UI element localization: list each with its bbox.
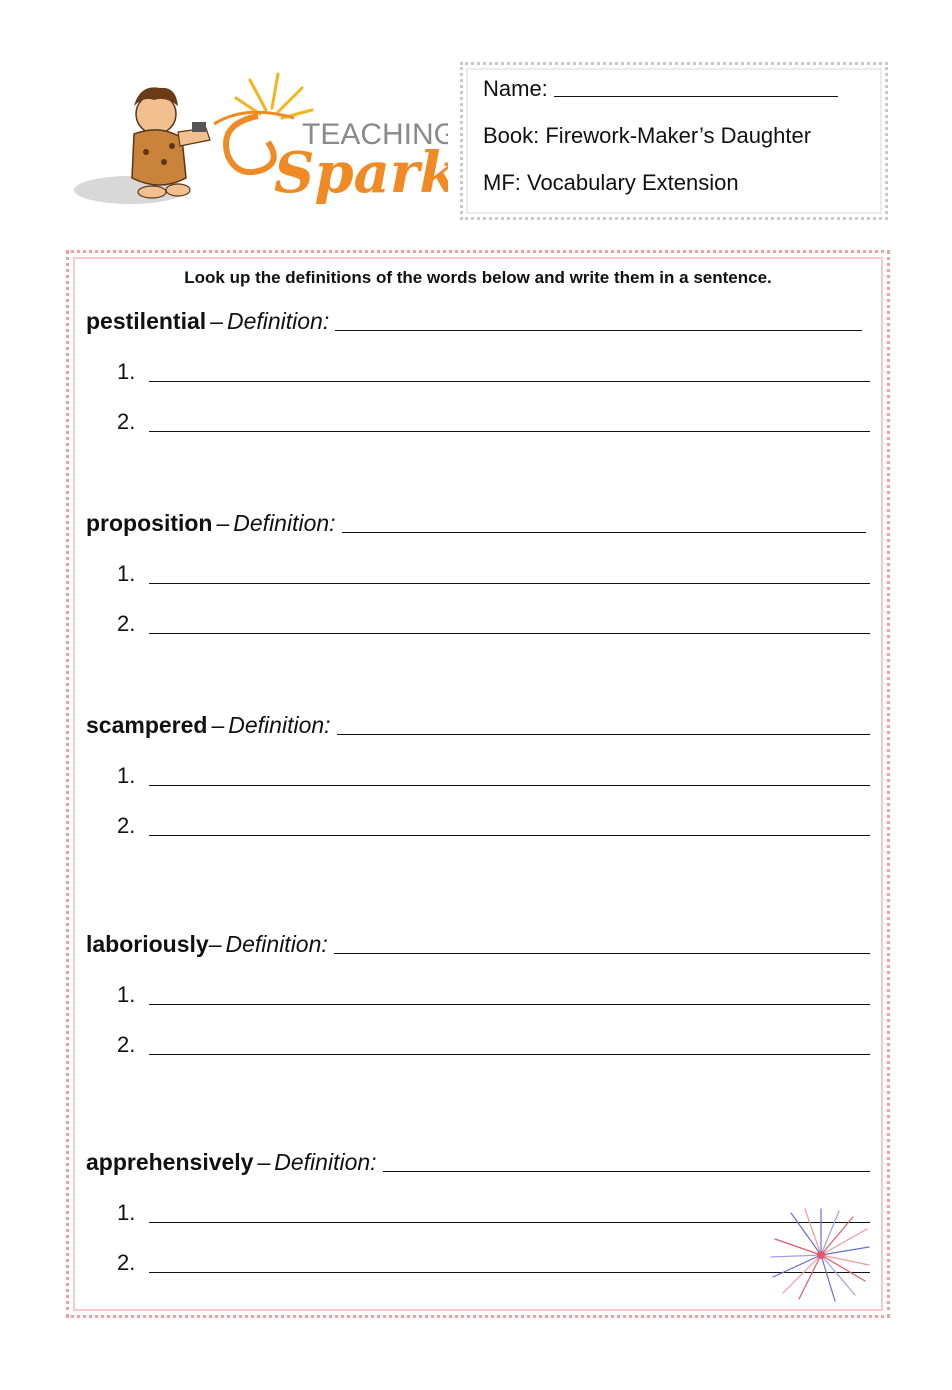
firework-icon (769, 1207, 873, 1303)
sentence-row (86, 1246, 870, 1276)
definition-blank[interactable] (334, 933, 870, 954)
definition-label: Definition: (228, 712, 331, 738)
definition-label: Definition: (233, 510, 336, 536)
word-definition-row (86, 305, 870, 335)
sentence-blank[interactable] (149, 563, 870, 584)
dash: – (210, 308, 223, 334)
definition-blank[interactable] (337, 714, 870, 735)
sentence-blank[interactable] (149, 1034, 870, 1055)
sentence-number: 2. (117, 1250, 136, 1275)
sentence-number: 2. (117, 409, 136, 434)
sentence-number: 1. (117, 359, 136, 384)
worksheet-box (66, 250, 890, 1318)
sentence-row (86, 355, 870, 385)
definition-blank[interactable] (383, 1151, 870, 1172)
mf-label: MF: Vocabulary Extension (483, 170, 739, 195)
sentence-blank[interactable] (149, 1252, 870, 1273)
vocab-word: proposition (86, 510, 213, 536)
sentence-number: 1. (117, 1200, 136, 1225)
sentence-number: 2. (117, 1032, 136, 1057)
word-block (86, 709, 870, 839)
dash: – (211, 712, 225, 738)
definition-blank[interactable] (342, 512, 866, 533)
sentence-number: 2. (117, 611, 136, 636)
definition-label: Definition: (226, 308, 330, 334)
sentence-row (86, 759, 870, 789)
sentence-row (86, 1028, 870, 1058)
sentence-blank[interactable] (149, 613, 870, 634)
logo-graphic (68, 66, 448, 216)
word-block (86, 928, 870, 1058)
name-blank[interactable] (554, 77, 838, 97)
vocab-word: scampered (86, 712, 208, 738)
vocab-word: pestilential (86, 308, 207, 334)
sentence-row (86, 978, 870, 1008)
sentence-number: 1. (117, 561, 136, 586)
sentence-number: 2. (117, 813, 136, 838)
dash: – (216, 510, 230, 536)
word-definition-row (86, 709, 870, 739)
sentence-row (86, 809, 870, 839)
definition-label: Definition: (225, 931, 328, 957)
sentence-number: 1. (117, 982, 136, 1007)
word-definition-row (86, 1146, 870, 1176)
student-info-box (460, 62, 888, 220)
mf-row (483, 171, 865, 218)
sentence-blank[interactable] (149, 765, 870, 786)
name-label: Name: (483, 76, 548, 101)
word-definition-row (86, 928, 870, 958)
dash: – (257, 1149, 271, 1175)
word-definition-row (86, 507, 870, 537)
word-block (86, 507, 870, 637)
vocab-word: laboriously (86, 931, 209, 957)
sentence-blank[interactable] (149, 1202, 870, 1223)
book-row (483, 124, 865, 171)
word-block (86, 1146, 870, 1276)
sentence-row (86, 1196, 870, 1226)
sentence-row (86, 607, 870, 637)
name-row (483, 77, 865, 124)
sentence-blank[interactable] (149, 411, 870, 432)
sentence-number: 1. (117, 763, 136, 788)
sentence-blank[interactable] (149, 984, 870, 1005)
teaching-sparks-logo (68, 66, 448, 216)
logo-line1: TEACHING (302, 118, 448, 151)
sentence-row (86, 405, 870, 435)
instruction-text: Look up the definitions of the words below and write them in a sentence. (184, 268, 772, 287)
book-label: Book: Firework-Maker’s Daughter (483, 123, 812, 148)
sentence-blank[interactable] (149, 361, 870, 382)
definition-blank[interactable] (335, 310, 862, 331)
sentence-blank[interactable] (149, 815, 870, 836)
definition-label: Definition: (274, 1149, 377, 1175)
word-block (86, 305, 870, 435)
dash: – (208, 931, 222, 957)
sentence-row (86, 557, 870, 587)
vocab-word: apprehensively (86, 1149, 254, 1175)
logo-line2: Spar (274, 140, 420, 206)
